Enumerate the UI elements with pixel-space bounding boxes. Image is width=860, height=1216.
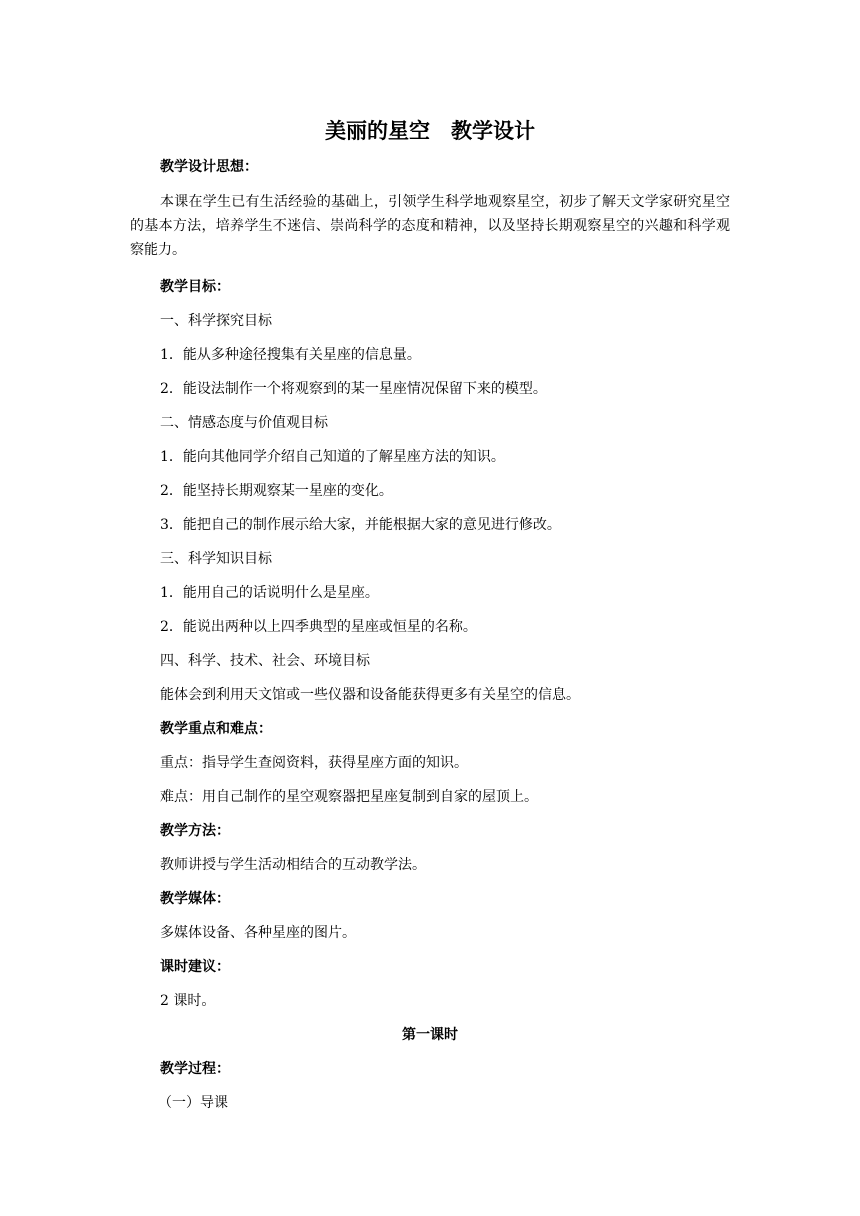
process-step: （一）导课 bbox=[158, 1095, 228, 1111]
hours-text: 2 课时。 bbox=[160, 993, 216, 1009]
goal-item: 2．能设法制作一个将观察到的某一星座情况保留下来的模型。 bbox=[160, 381, 547, 397]
media-heading: 教学媒体： bbox=[160, 891, 230, 907]
hours-heading: 课时建议： bbox=[160, 959, 230, 975]
difficulty-text: 难点：用自己制作的星空观察器把星座复制到自家的屋顶上。 bbox=[160, 789, 538, 805]
process-heading: 教学过程： bbox=[160, 1061, 230, 1077]
goal-text: 能体会到利用天文馆或一些仪器和设备能获得更多有关星空的信息。 bbox=[160, 687, 580, 703]
method-text: 教师讲授与学生活动相结合的互动教学法。 bbox=[160, 857, 426, 873]
goal-group-title: 三、科学知识目标 bbox=[160, 551, 272, 567]
lesson-title: 第一课时 bbox=[402, 1027, 458, 1043]
goal-item: 2．能坚持长期观察某一星座的变化。 bbox=[160, 483, 393, 499]
design-idea-heading: 教学设计思想： bbox=[160, 159, 258, 175]
document-title: 美丽的星空 教学设计 bbox=[325, 118, 535, 143]
goal-item: 1．能用自己的话说明什么是星座。 bbox=[160, 585, 379, 601]
goal-item: 1．能从多种途径搜集有关星座的信息量。 bbox=[160, 347, 421, 363]
key-points-heading: 教学重点和难点： bbox=[160, 721, 272, 737]
key-point-text: 重点：指导学生查阅资料，获得星座方面的知识。 bbox=[160, 755, 468, 771]
document-page bbox=[130, 112, 730, 1120]
goal-group-title: 一、科学探究目标 bbox=[160, 313, 272, 329]
method-heading: 教学方法： bbox=[160, 823, 230, 839]
media-text: 多媒体设备、各种星座的图片。 bbox=[160, 925, 356, 941]
goal-item: 2．能说出两种以上四季典型的星座或恒星的名称。 bbox=[160, 619, 477, 635]
goal-group-title: 二、情感态度与价值观目标 bbox=[160, 415, 328, 431]
goals-heading: 教学目标： bbox=[160, 279, 230, 295]
goal-item: 1．能向其他同学介绍自己知道的了解星座方法的知识。 bbox=[160, 449, 505, 465]
goal-item: 3．能把自己的制作展示给大家，并能根据大家的意见进行修改。 bbox=[160, 517, 561, 533]
goal-group-title: 四、科学、技术、社会、环境目标 bbox=[160, 653, 370, 669]
design-idea-paragraph: 本课在学生已有生活经验的基础上，引领学生科学地观察星空，初步了解天文学家研究星空的基本方法，培养学生不迷信、崇尚科学的态度和精神，以及坚持长期观察星空的兴趣和科学观察能力。 bbox=[130, 194, 730, 258]
